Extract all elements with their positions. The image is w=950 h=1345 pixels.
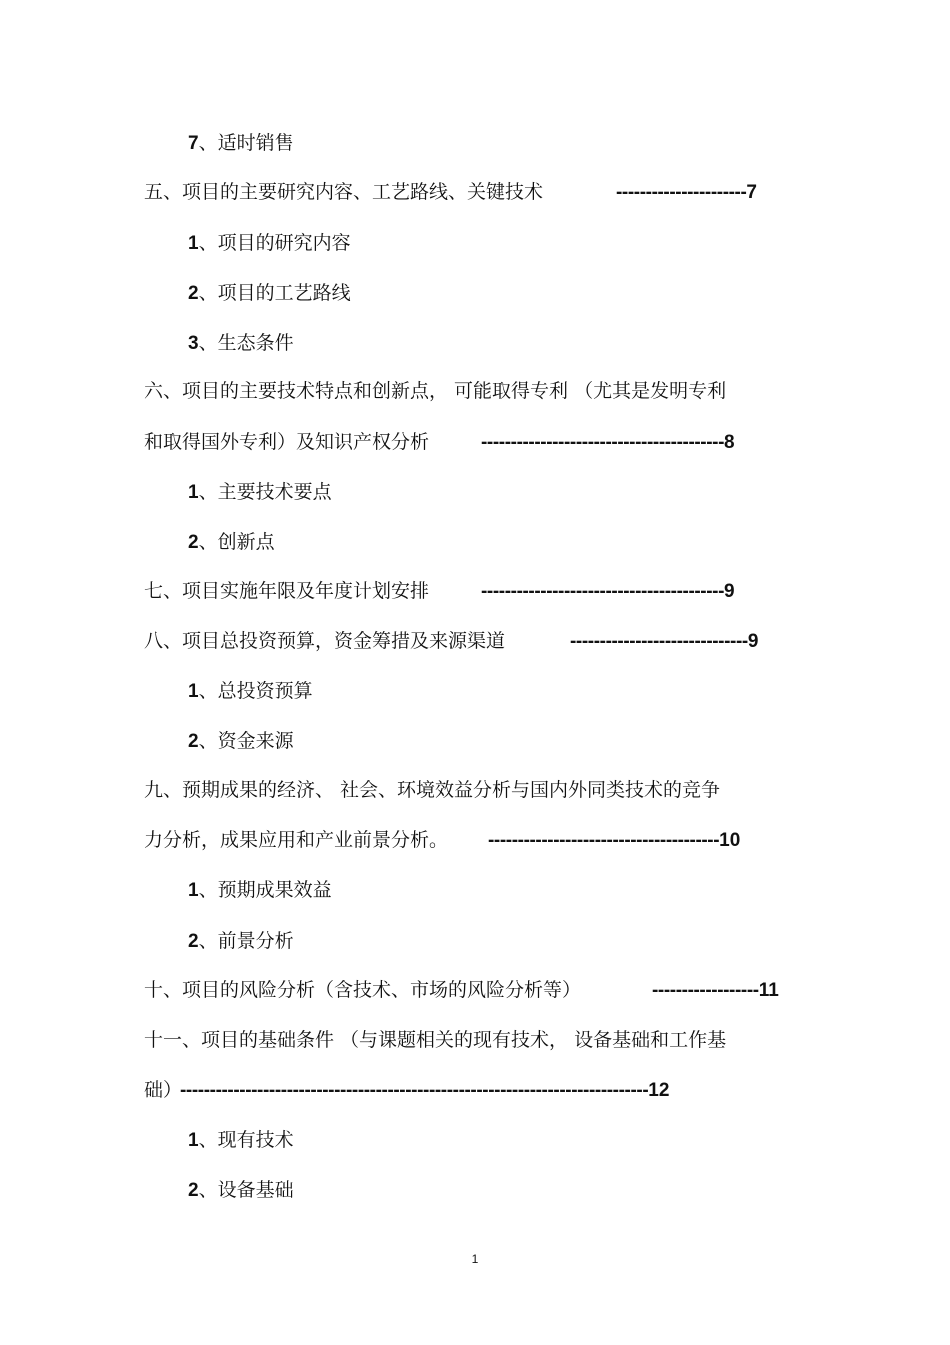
toc-leader-8: [570, 629, 758, 654]
toc-leader-7: [481, 579, 735, 604]
toc-entry-6-1: [188, 480, 332, 505]
heading-text: 十一、项目的基础条件 （与课题相关的现有技术， 设备基础和工作基: [144, 1029, 727, 1051]
entry-text: 、项目的工艺路线: [198, 282, 351, 304]
toc-entry-7-sales: [188, 131, 294, 156]
toc-entry-8-1: [188, 679, 313, 704]
dot-leader: -----------------------------------------: [481, 581, 725, 602]
toc-heading-7: [144, 579, 429, 603]
heading-text: 础）: [144, 1079, 183, 1101]
toc-entry-6-2: [188, 530, 275, 555]
entry-text: 、项目的研究内容: [198, 232, 351, 254]
toc-heading-8: [144, 629, 505, 653]
toc-entry-8-2: [188, 729, 294, 754]
toc-heading-11-line1: [144, 1028, 726, 1052]
toc-heading-6-line1: [144, 379, 726, 403]
entry-number: 1: [188, 233, 199, 254]
entry-number: 1: [188, 880, 199, 901]
entry-number: 7: [188, 133, 199, 154]
dot-leader: ------------------: [652, 980, 759, 1001]
entry-number: 1: [188, 1130, 199, 1151]
entry-text: 、总投资预算: [198, 680, 313, 702]
toc-heading-6-line2: [144, 430, 429, 454]
entry-number: 1: [188, 482, 199, 503]
toc-entry-11-1: [188, 1128, 294, 1153]
entry-number: 2: [188, 731, 199, 752]
toc-heading-9-line1: [144, 778, 720, 802]
toc-entry-11-2: [188, 1178, 294, 1203]
toc-leader-10: [652, 978, 779, 1003]
heading-text: 和取得国外专利）及知识产权分析: [144, 431, 430, 453]
entry-text: 、创新点: [198, 531, 275, 553]
entry-text: 、资金来源: [198, 730, 294, 752]
entry-text: 、适时销售: [198, 132, 294, 154]
heading-text: 十、项目的风险分析（含技术、市场的风险分析等）: [144, 979, 582, 1001]
page-ref: 9: [747, 631, 759, 652]
page-ref: 9: [724, 581, 735, 602]
dot-leader: -----------------------------------------: [481, 432, 725, 453]
heading-text: 力分析，成果应用和产业前景分析。: [144, 829, 449, 851]
toc-heading-11-line2: [144, 1078, 182, 1102]
toc-entry-9-1: [188, 878, 332, 903]
entry-text: 、前景分析: [198, 930, 294, 952]
dot-leader: ---------------------------------------: [488, 830, 720, 851]
toc-heading-5: [144, 180, 543, 204]
entry-number: 1: [188, 681, 199, 702]
toc-heading-10: [144, 978, 581, 1002]
entry-text: 、现有技术: [198, 1129, 294, 1151]
entry-number: 2: [188, 1180, 199, 1201]
heading-text: 六、项目的主要技术特点和创新点， 可能取得专利 （尤其是发明专利: [144, 380, 727, 402]
page-ref: 12: [648, 1080, 670, 1101]
heading-text: 五、项目的主要研究内容、工艺路线、关键技术: [144, 181, 544, 203]
toc-entry-9-2: [188, 929, 294, 954]
entry-number: 2: [188, 283, 199, 304]
toc-leader-9: [488, 828, 740, 853]
heading-text: 九、预期成果的经济、 社会、环境效益分析与国内外同类技术的竞争: [144, 779, 721, 801]
entry-number: 3: [188, 333, 199, 354]
entry-number: 2: [188, 532, 199, 553]
entry-text: 、预期成果效益: [198, 879, 332, 901]
page-number: 1: [471, 1252, 479, 1266]
toc-leader-6: [481, 430, 735, 455]
page-ref: 7: [746, 182, 757, 203]
dot-leader: ----------------------: [616, 182, 747, 203]
page-ref: 10: [719, 830, 741, 851]
page-ref: 11: [758, 980, 779, 1001]
entry-number: 2: [188, 931, 199, 952]
toc-leader-11: [180, 1078, 669, 1103]
toc-entry-5-3: [188, 331, 294, 356]
entry-text: 、生态条件: [198, 332, 294, 354]
entry-text: 、主要技术要点: [198, 481, 332, 503]
toc-entry-5-1: [188, 231, 351, 256]
heading-text: 七、项目实施年限及年度计划安排: [144, 580, 430, 602]
page-ref: 8: [724, 432, 735, 453]
entry-text: 、设备基础: [198, 1179, 294, 1201]
heading-text: 八、项目总投资预算，资金筹措及来源渠道: [144, 630, 506, 652]
toc-entry-5-2: [188, 281, 351, 306]
toc-leader-5: [616, 180, 757, 205]
dot-leader: ------------------------------: [570, 631, 748, 652]
toc-heading-9-line2: [144, 828, 448, 852]
dot-leader: -------------------------------------------------------------------------------: [180, 1080, 649, 1101]
